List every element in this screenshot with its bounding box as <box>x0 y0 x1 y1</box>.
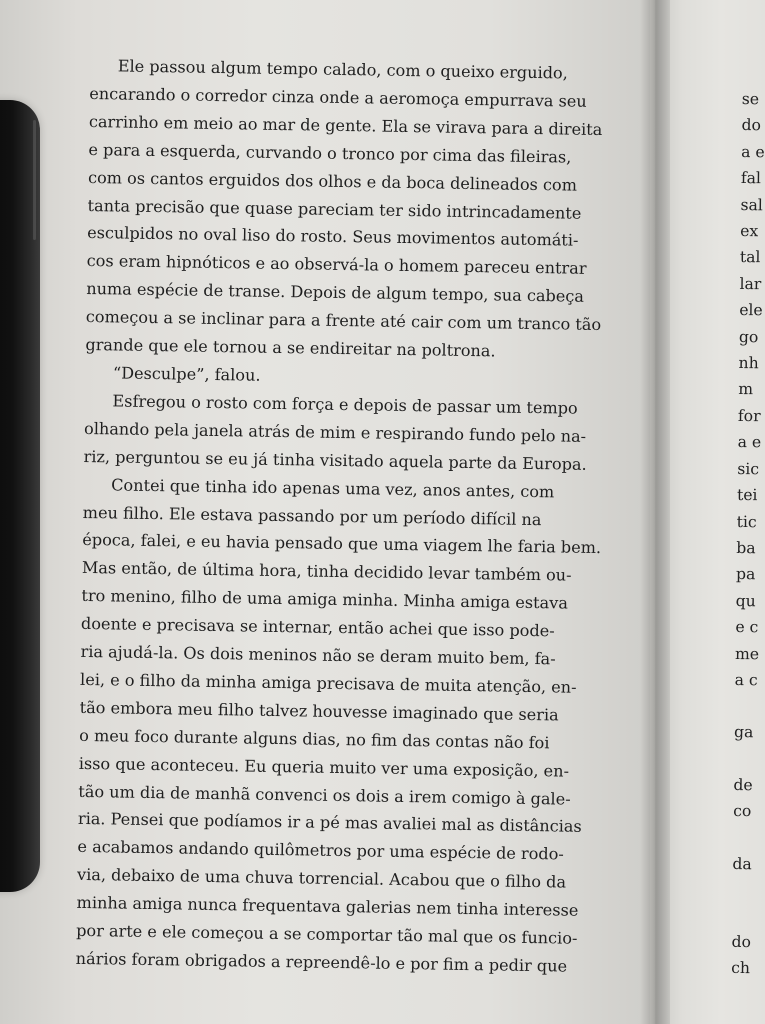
page-text-line: “Desculpe”, falou. <box>112 363 261 385</box>
page-text-line: com os cantos erguidos dos olhos e da boca delineados com <box>87 167 578 195</box>
right-page-fragment: sal <box>740 195 763 214</box>
page-text-line: e acabamos andando quilômetros por uma espécie de rodo- <box>77 837 564 864</box>
right-page-fragment: m <box>738 380 754 399</box>
page-text-line: tão um dia de manhã convenci os dois a irem comigo à gale- <box>78 781 571 809</box>
page-text-line: tanta precisão que quase pareciam ter sido intrincadamente <box>87 195 582 223</box>
page-text-line: por arte e ele começou a se comportar tão mal que os funcio- <box>76 920 578 948</box>
book-gutter-shadow <box>640 0 670 1024</box>
right-page-fragment: a c <box>734 670 758 690</box>
page-text-line: lei, e o filho da minha amiga precisava de muita atenção, en- <box>79 669 577 697</box>
page-text-line: via, debaixo de uma chuva torrencial. Acabou que o filho da <box>76 865 567 892</box>
right-page-fragment: for <box>737 406 761 426</box>
page-text-line: isso que aconteceu. Eu queria muito ver uma exposição, en- <box>78 753 570 781</box>
right-page-spacer <box>734 693 758 719</box>
right-page-fragment: nh <box>738 354 759 373</box>
page-text-line: minha amiga nunca frequentava galerias nem tinha interesse <box>76 893 579 920</box>
right-page-fragment: da <box>732 854 752 873</box>
page-text-line: o meu foco durante alguns dias, no fim das contas não foi <box>79 725 550 753</box>
page-text-line: encarando o corredor cinza onde a aeromoça empurrava seu <box>89 83 587 111</box>
page-text-line: Esfregou o rosto com força e depois de passar um tempo <box>112 391 578 418</box>
right-page-fragment: se <box>741 89 760 109</box>
page-text-line: esculpidos no oval liso do rosto. Seus movimentos automáti- <box>87 223 579 251</box>
page-text-line: Mas então, de última hora, tinha decidido levar também ou- <box>81 558 572 585</box>
right-page-fragment: ba <box>736 538 756 558</box>
page-text-line: numa espécie de transe. Depois de algum tempo, sua cabeça <box>86 279 585 307</box>
right-page-fragment: e c <box>735 618 759 637</box>
page-text-line: tão embora meu filho talvez houvesse imaginado que seria <box>79 697 559 725</box>
right-page-spacer <box>732 877 756 903</box>
page-text-line: meu filho. Ele estava passando por um período difícil na <box>82 502 542 529</box>
page-text-line: Contei que tinha ido apenas uma vez, anos antes, com <box>111 474 555 501</box>
left-page-text <box>76 52 625 981</box>
page-text-line: olhando pela janela atrás de mim e respirando fundo pelo na- <box>83 418 587 446</box>
right-page-fragment: do <box>741 116 762 135</box>
right-page-fragment: sic <box>737 459 760 478</box>
right-page-fragment: ex <box>740 222 759 241</box>
page-text-line: época, falei, e eu havia pensado que uma viagem lhe faria bem. <box>82 530 602 558</box>
page-text-line: começou a se inclinar para a frente até cair com um tranco tão <box>85 307 602 335</box>
right-page-fragment: a e <box>741 142 765 162</box>
page-text-line: ria. Pensei que podíamos ir a pé mas avaliei mal as distâncias <box>77 809 582 837</box>
page-text-line: ria ajudá-la. Os dois meninos não se deram muito bem, fa- <box>80 641 556 669</box>
right-page-fragment: ga <box>733 723 754 742</box>
right-page-fragment: a e <box>737 433 762 452</box>
page-text-line: cos eram hipnóticos e ao observá-la o homem pareceu entrar <box>86 251 587 279</box>
page-text-line: doente e precisava se internar, então achei que isso pode- <box>80 614 555 641</box>
page-text-line: riz, perguntou se eu já tinha visitado aquela parte da Europa. <box>83 446 587 474</box>
right-page-fragment: tal <box>739 248 761 267</box>
right-page-spacer <box>732 903 756 929</box>
right-page-fragment: go <box>738 327 759 346</box>
right-page-fragment: pa <box>735 565 756 584</box>
right-page-fragment: fal <box>740 169 762 188</box>
page-text-line: nários foram obrigados a repreendê-lo e por fim a pedir que <box>75 948 568 976</box>
right-page-spacer <box>734 746 758 772</box>
page-text-line: tro menino, filho de uma amiga minha. Minha amiga estava <box>81 586 569 613</box>
right-page-fragment: lar <box>739 274 762 294</box>
right-page-fragment: ele <box>739 301 763 320</box>
page-text-line: carrinho em meio ao mar de gente. Ela se virava para a direita <box>88 111 603 139</box>
page-text-line: e para a esquerda, curvando o tronco por cima das fileiras, <box>88 139 572 167</box>
right-page-fragment: me <box>734 644 760 663</box>
right-page-fragment: tic <box>736 512 757 531</box>
right-page-fragment: de <box>733 775 753 794</box>
page-text-line: Ele passou algum tempo calado, com o queixo erguido, <box>117 56 568 83</box>
right-page-fragment: qu <box>735 591 756 610</box>
page-text-line: grande que ele tornou a se endireitar na poltrona. <box>85 335 496 361</box>
right-page-fragment: ch <box>731 959 751 978</box>
phone-edge <box>0 100 40 892</box>
right-page-fragment: co <box>733 802 752 821</box>
right-page-fragment: do <box>731 932 752 952</box>
right-page-fragment: tei <box>736 486 758 505</box>
right-page-spacer <box>733 825 757 851</box>
